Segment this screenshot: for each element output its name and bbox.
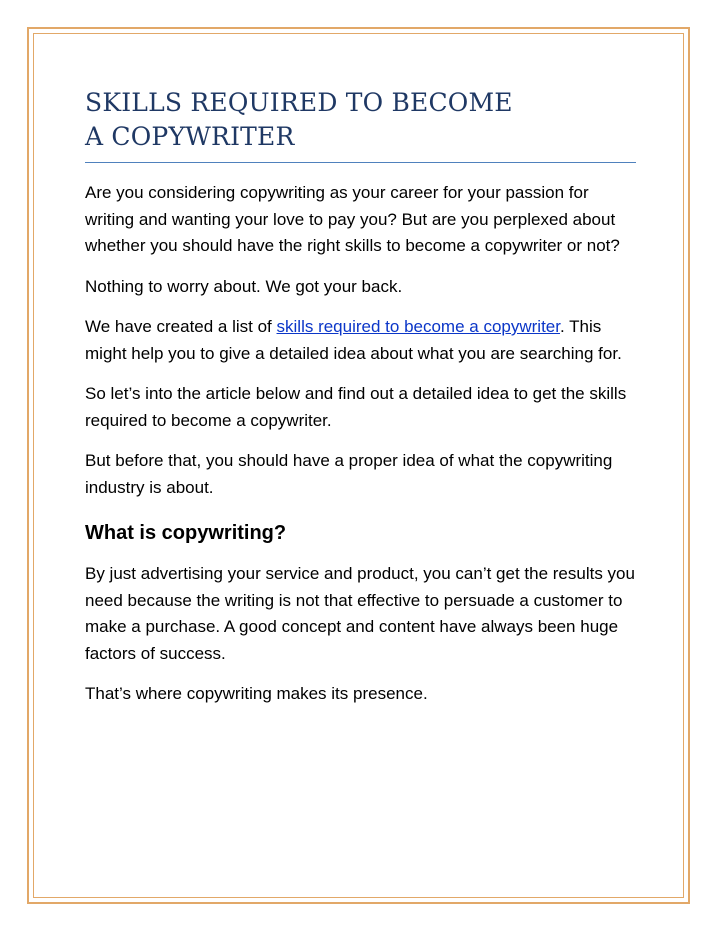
skills-link[interactable]: skills required to become a copywriter bbox=[276, 317, 560, 336]
paragraph-list-intro-after: . This might help you to give a detailed idea about what you are searching for. bbox=[85, 317, 622, 363]
section-heading: What is copywriting? bbox=[85, 522, 287, 544]
paragraph-article-intro: So let’s into the article below and find out a detailed idea to get the skills required to become a copywriter. bbox=[85, 384, 627, 430]
paragraph-before-that: But before that, you should have a proper idea of what the copywriting industry is about. bbox=[85, 451, 613, 497]
paragraph-intro: Are you considering copywriting as your career for your passion for writing and wanting your love to pay you? But are you perplexed about whether you should have the right skills to become a copywriter or not? bbox=[85, 183, 620, 255]
paragraph-reassurance: Nothing to worry about. We got your back. bbox=[85, 276, 403, 296]
title-line-1: SKILLS REQUIRED TO BECOME bbox=[85, 88, 513, 117]
document-content bbox=[85, 86, 637, 708]
title-underline-rule bbox=[85, 162, 636, 163]
paragraph-list-intro bbox=[85, 314, 637, 367]
title-line-2: A COPYWRITER bbox=[85, 122, 295, 151]
document-title bbox=[85, 86, 637, 154]
paragraph-advertising: By just advertising your service and product, you can’t get the results you need because the writing is not that effective to persuade a customer to make a purchase. A good concept and content have always been huge factors of success. bbox=[85, 564, 635, 663]
paragraph-list-intro-before: We have created a list of bbox=[85, 317, 277, 336]
paragraph-presence: That’s where copywriting makes its presence. bbox=[85, 684, 428, 703]
